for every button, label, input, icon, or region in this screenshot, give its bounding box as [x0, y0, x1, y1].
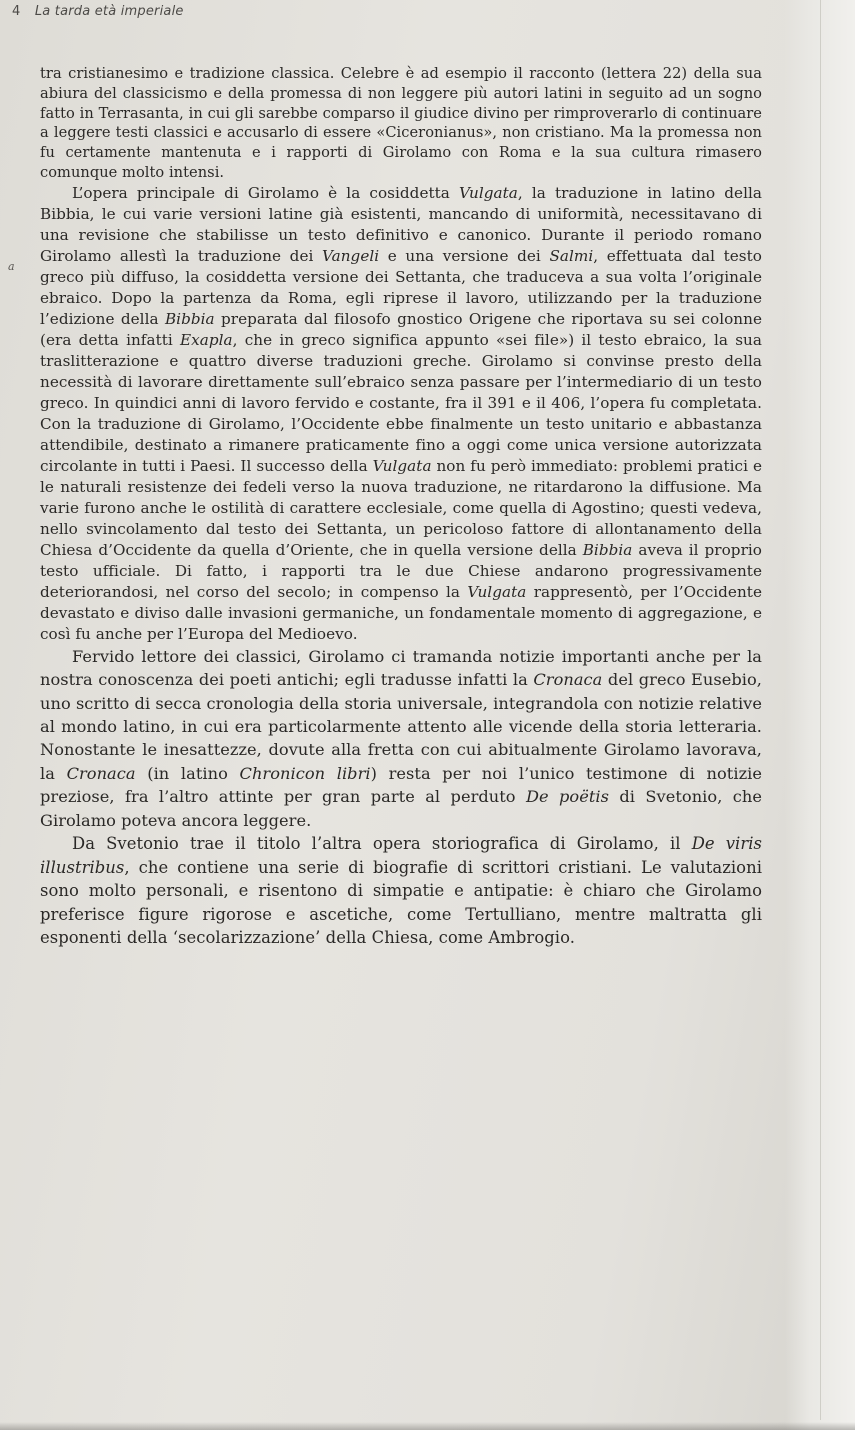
italic-run: Vangeli — [321, 246, 380, 265]
italic-run: Chronicon libri — [239, 763, 371, 783]
italic-run: Exapla — [180, 330, 233, 349]
paragraph — [40, 64, 762, 183]
page-number: 4 — [12, 4, 21, 19]
italic-run: Vulgata — [458, 183, 518, 202]
paragraph — [40, 645, 762, 832]
italic-run: Salmi — [549, 246, 594, 265]
italic-run: De poëtis — [525, 787, 609, 807]
text-run: aveva il proprio testo ufficiale. Di fatto, i rapporti tra le due Chiese andarono progressivamente deteriorandosi, nel corso del secolo; in compenso la — [40, 540, 762, 601]
text-run: , che contiene una serie di biografie di scrittori cristiani. Le valutazioni sono molto personali, e risentono di simpatie e antipatie: è chiaro che Girolamo preferisce figure rigorose e ascetiche, come Tertulliano, mentre maltratta gli esponenti della ‘secolarizzazione’ della Chiesa, come Ambrogio. — [40, 857, 762, 948]
text-run: non fu però immediato: problemi pratici e le naturali resistenze dei fedeli verso la nuova traduzione, ne ritardarono la diffusione. Ma varie furono anche le ostilità di carattere ecclesiale, come quella di Agostino; questi vedeva, nello svincolamento dal testo dei Settanta, un pericoloso fattore di allontanamento della Chiesa d’Occidente da quella d’Oriente, che in quella versione della — [40, 456, 762, 559]
text-run: , effettuata dal testo greco più diffuso, la cosiddetta versione dei Settanta, che traduceva a sua volta l’originale ebraico. Dopo la partenza da Roma, egli riprese il lavoro, utilizzando per la traduzione l’edizione della — [40, 246, 762, 328]
text-run: rappresentò, per l’Occidente devastato e diviso dalle invasioni germaniche, un fondamentale momento di aggregazione, e così fu anche per l’Europa del Medioevo. — [40, 582, 762, 643]
italic-run: Vulgata — [467, 582, 527, 601]
bottom-shadow — [0, 1422, 855, 1430]
italic-run: De viris illustribus — [40, 834, 762, 877]
body-text — [40, 64, 762, 950]
text-run: tra cristianesimo e tradizione classica. Celebre è ad esempio il racconto (lettera 22) della sua abiura del classicismo e della promessa di non leggere più autori latini in seguito ad un sogno fatto in Terrasanta, in cui gli sarebbe comparso il giudice divino per rimproverarlo di continuare a leggere testi classici e accusarlo di essere «Ciceronianus», non cristiano. Ma la promessa non fu certamente mantenuta e i rapporti di Girolamo con Roma e la sua cultura rimasero comunque molto intensi. — [40, 65, 762, 181]
text-run: Fervido lettore dei classici, Girolamo ci tramanda notizie importanti anche per la nostra conoscenza dei poeti antichi; egli tradusse infatti la — [40, 646, 762, 690]
text-run: di Svetonio, che Girolamo poteva ancora leggere. — [40, 787, 762, 830]
running-head — [12, 4, 184, 19]
paragraph — [40, 183, 762, 645]
text-run: ) resta per noi l’unico testimone di notizie preziose, fra l’altro attinte per gran parte al perduto — [40, 763, 763, 807]
italic-run: Vulgata — [372, 456, 432, 475]
margin-mark-a: a — [8, 260, 15, 273]
running-title: La tarda età imperiale — [34, 4, 184, 19]
text-run: e una versione dei — [379, 246, 550, 265]
page-edge-line — [820, 0, 821, 1420]
italic-run: Cronaca — [66, 763, 136, 783]
text-run: L’opera principale di Girolamo è la cosiddetta — [72, 183, 459, 202]
italic-run: Cronaca — [533, 670, 603, 690]
italic-run: Bibbia — [164, 309, 215, 328]
paragraph — [40, 832, 762, 950]
italic-run: Bibbia — [582, 540, 633, 559]
text-run: preparata dal filosofo gnostico Origene che riportava su sei colonne (era detta infatti — [40, 309, 762, 349]
text-run: Da Svetonio trae il titolo l’altra opera storiografica di Girolamo, il — [72, 834, 692, 854]
text-run: (in latino — [135, 763, 240, 783]
text-run: , la traduzione in latino della Bibbia, le cui varie versioni latine già esistenti, mancando di uniformità, necessitavano di una revisione che stabilisse un testo definitivo e canonico. Durante il periodo romano Girolamo allestì la traduzione dei — [40, 183, 762, 265]
text-run: , che in greco significa appunto «sei file») il testo ebraico, la sua traslitterazione e quattro diverse traduzioni greche. Girolamo si convinse presto della necessità di lavorare direttamente sull’ebraico senza passare per l’intermediario di un testo greco. In quindici anni di lavoro fervido e costante, fra il 391 e il 406, l’opera fu completata. Con la traduzione di Girolamo, l’Occidente ebbe finalmente un testo unitario e abbastanza attendibile, destinato a rimanere praticamente fino a oggi come unica versione autorizzata circolante in tutti i Paesi. Il successo della — [40, 330, 762, 475]
text-run: del greco Eusebio, uno scritto di secca cronologia della storia universale, integrandola con notizie relative al mondo latino, in cui era particolarmente attento alle vicende della storia letteraria. Nonostante le inesattezze, dovute alla fretta con cui abitualmente Girolamo lavorava, la — [40, 670, 763, 783]
